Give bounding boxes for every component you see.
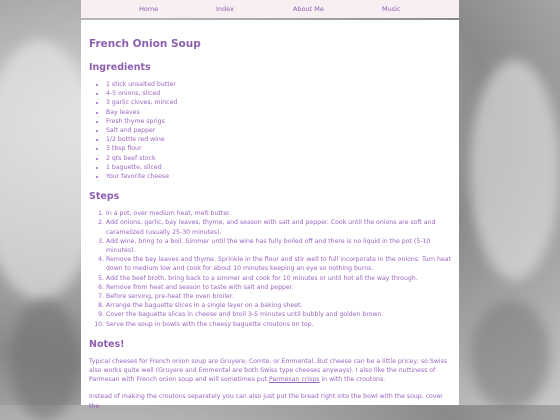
notes-text: in with the croutons. (319, 376, 386, 384)
nav-link-home[interactable]: Home (139, 5, 159, 13)
step-item: 9. Cover the baguette slices in cheese and broil 3-5 minutes until bubbly and golden brown. (106, 310, 451, 319)
ingredient-item: • 1/2 bottle red wine (106, 135, 451, 144)
notes-heading: Notes! (89, 338, 125, 350)
ingredient-item: • Fresh thyme sprigs (106, 117, 451, 126)
step-item: 2. Add onions, garlic, bay leaves, thyme, and season with salt and pepper. Cook until the onions are soft and caramelized (usually 25-30 minutes). (106, 218, 451, 236)
ingredient-item: • Bay leaves (106, 108, 451, 117)
background-fold (470, 300, 550, 410)
step-item: 7. Before serving, pre-heat the oven broiler. (106, 292, 451, 301)
parmesan-crisps-link[interactable]: Parmesan crisps (269, 376, 320, 384)
notes-paragraph (89, 357, 451, 385)
top-navigation (81, 0, 459, 18)
ingredient-item: • 2 qts beef stock (106, 154, 451, 163)
nav-link-index[interactable]: Index (216, 5, 234, 13)
ingredient-item: • 4-5 onions, sliced (106, 89, 451, 98)
nav-link-about-me[interactable]: About Me (293, 5, 324, 13)
step-item: 10. Serve the soup in bowls with the cheesy baguette croutons on top. (106, 320, 451, 329)
ingredients-list (89, 80, 451, 181)
recipe-page (81, 20, 459, 410)
ingredient-item: • 3 tbsp flour (106, 144, 451, 153)
step-item: 4. Remove the bay leaves and thyme. Sprinkle in the flour and stir well to full incorporate in the onions. Turn heat down to medium low and cook for about 10 minutes keeping an eye so nothing burns. (106, 255, 451, 273)
step-item: 5. Add the beef broth, bring back to a simmer and cook for 10 minutes or until hot all the way through. (106, 274, 451, 283)
nav-link-music[interactable]: Music (382, 5, 401, 13)
step-item: 8. Arrange the baguette slices in a single layer on a baking sheet. (106, 301, 451, 310)
notes-text: Typical cheeses for French onion soup are Gruyere, Comte, or Emmental. But cheese can be a little pricey, so Swiss also works quite well (Gruyere and Emmental are both Swiss type cheeses anyways). I also like the nuttiness of Parmesan with French onion soup and will sometimes put (89, 357, 448, 384)
step-item: 1. In a pot, over medium heat, melt butter. (106, 209, 451, 218)
recipe-content (81, 20, 459, 411)
background-fold (10, 300, 80, 420)
step-item: 6. Remove from heat and season to taste with salt and pepper. (106, 283, 451, 292)
step-item: 3. Add wine, bring to a boil. Simmer until the wine has fully boiled off and there is no liquid in the pot (5-10 minutes). (106, 237, 451, 255)
ingredients-heading: Ingredients (89, 62, 151, 73)
ingredient-item: • Your favorite cheese (106, 172, 451, 181)
steps-list (89, 209, 451, 329)
page-title: French Onion Soup (89, 38, 201, 50)
ingredient-item: • 1 stick unsalted butter (106, 80, 451, 89)
ingredient-item: • 1 baguette, sliced (106, 163, 451, 172)
background-fold (470, 60, 560, 280)
steps-heading: Steps (89, 191, 120, 203)
ingredient-item: • 3 garlic cloves, minced (106, 98, 451, 107)
ingredient-item: • Salt and pepper (106, 126, 451, 135)
notes-paragraph: Instead of making the croutons separately you can also just put the bread right into the bowl with the soup, cover the (89, 393, 443, 410)
